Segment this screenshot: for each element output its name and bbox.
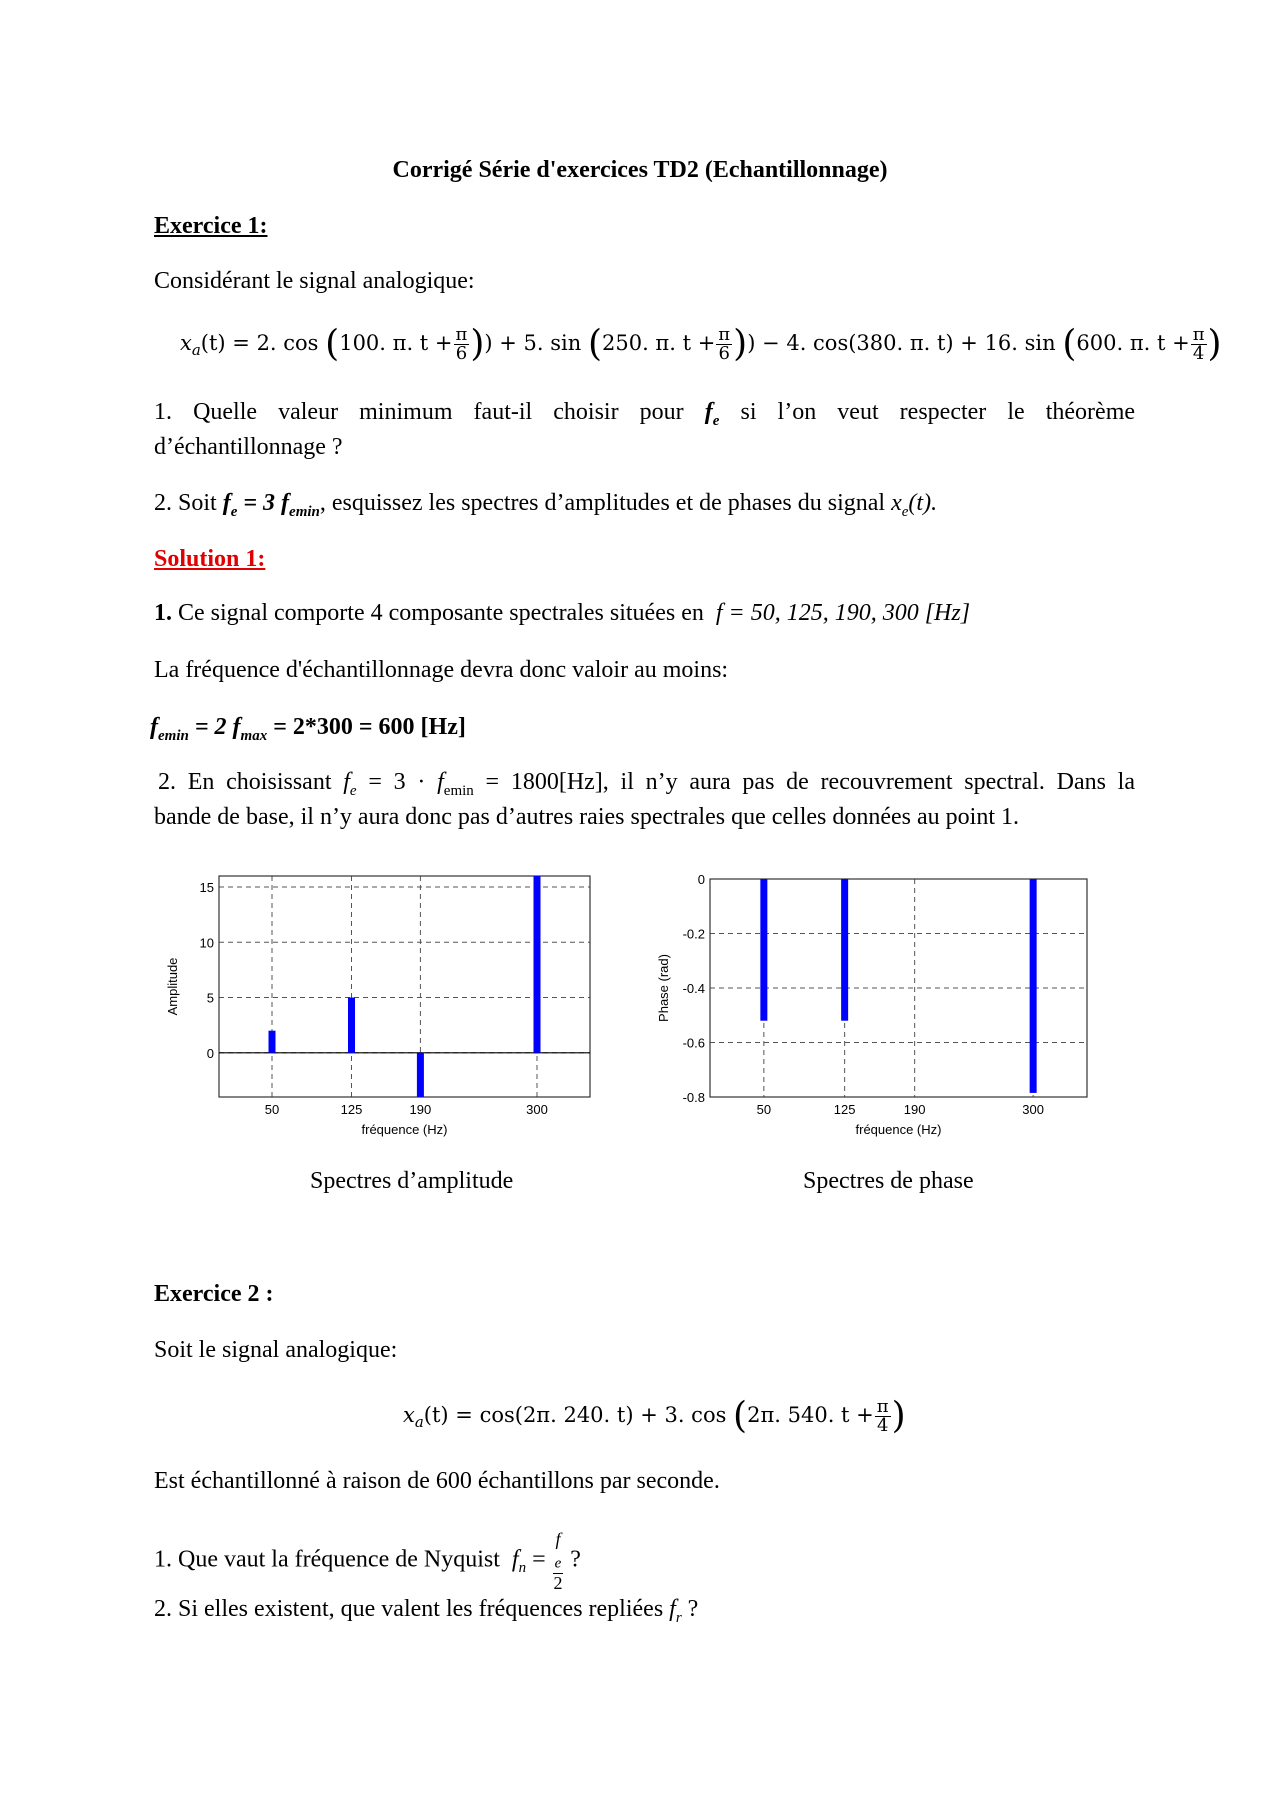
eq-sub: a [191,341,201,360]
x-tick-label: 300 [1022,1102,1044,1117]
phase-caption: Spectres de phase [803,1168,974,1194]
eq-var: x [403,1403,415,1427]
x-tick-label: 125 [833,1102,856,1117]
den: 6 [455,343,468,364]
text: f [281,490,290,516]
text: f [704,399,713,425]
text: e [901,503,909,520]
text: x [891,490,902,516]
exercise-2-question-1 [154,1530,581,1592]
x-axis-label: fréquence (Hz) [361,1122,448,1137]
fraction [875,1398,891,1435]
exercise-2-intro: Soit le signal analogique: [154,1337,398,1363]
text: f [232,714,241,740]
eq-var: x [180,331,192,355]
text: = 2 [194,714,227,740]
eq-sub: a [414,1413,424,1432]
y-axis-label: Phase (rad) [656,954,671,1022]
text: 2. En choisissant [158,769,332,795]
den: 4 [876,1415,889,1436]
num: π [876,1396,889,1417]
spectrum-bar [269,1031,276,1053]
x-tick-label: 50 [264,1102,280,1117]
x-tick-label: 190 [903,1102,926,1117]
y-tick-label: 10 [199,935,214,951]
spectrum-bar [348,998,355,1053]
exercise-2-question-2 [154,1594,698,1633]
fraction [716,326,732,363]
fraction [1191,326,1207,363]
eq-part: (t) = 2. cos [200,331,319,355]
document-title: Corrigé Série d'exercices TD2 (Echantillonnage) [392,157,888,183]
eq-part: ) + 5. sin [484,331,582,355]
x-tick-label: 300 [526,1102,548,1117]
exercise-2-paragraph: Est échantillonné à raison de 600 échantillons par seconde. [154,1468,720,1494]
femin-formula [150,712,466,751]
text: f [150,714,158,740]
question-1-cont: d’échantillonnage ? [154,434,343,460]
fraction [454,326,470,363]
exercise-1-heading: Exercice 1: [154,213,268,239]
y-tick-label: 0 [697,872,705,887]
spectrum-bar [841,879,848,1021]
text: ? [570,1546,581,1573]
y-tick-label: -0.8 [682,1090,705,1105]
y-tick-label: 5 [206,990,214,1006]
num-sub: e [554,1555,562,1572]
solution-paragraph-4 [158,767,1135,806]
text: 2. Si elles existent, que valent les fréquences repliées [154,1596,664,1622]
text: 2. Soit [154,490,217,516]
question-2 [154,488,937,527]
amplitude-spectrum-chart [150,860,610,1150]
solution-1-heading: Solution 1: [154,546,266,572]
y-tick-label: 0 [206,1045,214,1061]
text: = 3 · [368,769,426,795]
text: = [532,1546,546,1573]
text: , esquissez les spectres d’amplitudes et de phases du signal [319,490,886,516]
x-axis-label: fréquence (Hz) [855,1122,942,1137]
eq-part: 2π. 540. t + [747,1403,874,1427]
num: π [455,324,468,345]
spectrum-bar [417,1053,424,1097]
text: 1. Que vaut la fréquence de Nyquist [154,1546,500,1573]
y-tick-label: -0.6 [682,1035,705,1051]
y-axis-label: Amplitude [165,957,180,1016]
eq-part: (t) = cos(2π. 240. t) + 3. cos [423,1403,727,1427]
x-tick-label: 190 [409,1102,432,1117]
question-1 [154,397,1135,436]
text: emin [158,727,189,744]
text: = 3 [243,490,276,516]
equation-1: $x_a(t) = 2$. cos (100. π. t + $\frac{\pi}{6}$ )) + 5. sin (250. π. t + $\frac{\pi}{6}$ )) − 4. cos(380. π. t) + 16. sin (600. π. t + $\frac{\pi}{4}$ ) [180,323,1222,365]
text: f [669,1596,676,1622]
num: f [555,1529,561,1549]
eq-part: 250. π. t + [602,331,716,355]
text: e [349,782,357,799]
num: π [718,324,731,345]
fraction [553,1530,564,1592]
text: 1. Quelle valeur minimum faut-il choisir pour [154,399,684,425]
solution-paragraph-2: La fréquence d'échantillonnage devra donc valoir au moins: [154,657,729,683]
spectrum-bar [1030,879,1037,1093]
y-tick-label: -0.2 [682,926,705,942]
num: π [1192,324,1205,345]
eq-part: ) − 4. cos(380. π. t) + 16. sin [747,331,1056,355]
text: 1. [154,600,172,626]
y-tick-label: 15 [199,880,214,896]
text: ? [687,1596,699,1622]
text: f [437,769,444,795]
y-tick-label: -0.4 [682,981,705,996]
text: = 2*300 = 600 [Hz] [273,714,466,740]
text: f [222,490,231,516]
eq-part: 600. π. t + [1076,331,1190,355]
den: 2 [553,1572,563,1593]
text: si l’on veut respecter le théorème [740,399,1136,425]
text: max [240,727,268,744]
amplitude-caption: Spectres d’amplitude [310,1168,514,1194]
den: 4 [1192,343,1205,364]
text: f = 50, 125, 190, 300 [Hz] [715,600,971,626]
text: emin [289,503,320,520]
text: r [675,1609,682,1626]
eq-part: 100. π. t + [339,331,453,355]
solution-paragraph-1 [154,598,970,628]
text: f [511,1546,519,1573]
text: e [230,503,238,520]
text: n [518,1560,527,1577]
spectrum-bar [760,879,767,1021]
text: (t). [908,490,938,516]
phase-spectrum-chart [640,860,1100,1150]
text: emin [443,782,474,799]
x-tick-label: 50 [756,1102,772,1117]
text: f [343,769,350,795]
text: = 1800[Hz], il n’y aura pas de recouvrement spectral. Dans la [485,769,1136,795]
equation-2: $x_a(t) = \cos(2\pi$. 240. t) + 3. cos (2π. 540. t + $\frac{\pi}{4}$ ) [403,1395,906,1437]
text: e [712,412,720,429]
text: Ce signal comporte 4 composante spectrales situées en [178,600,704,626]
exercise-2-heading: Exercice 2 : [154,1281,274,1307]
exercise-1-intro: Considérant le signal analogique: [154,268,475,294]
den: 6 [718,343,730,364]
x-tick-label: 125 [340,1102,363,1117]
spectrum-bar [534,876,541,1053]
solution-paragraph-4-cont: bande de base, il n’y aura donc pas d’autres raies spectrales que celles données au point 1. [154,804,1020,830]
